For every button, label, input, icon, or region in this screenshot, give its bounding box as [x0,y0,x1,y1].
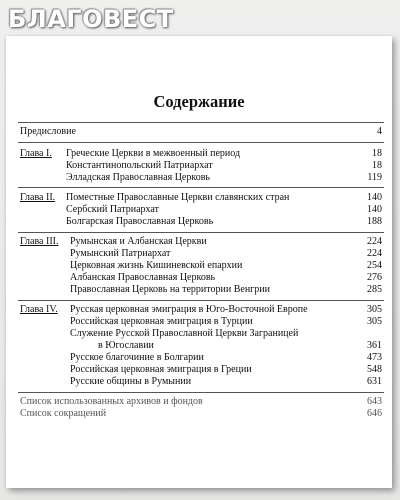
toc-entry-page: 140 [367,204,382,215]
toc-entry [20,408,382,419]
toc-entry-page: 224 [367,236,382,247]
toc-entry [20,204,382,215]
toc-entry-page: 188 [367,216,382,227]
toc-entry [20,284,382,295]
toc-entry-title: Служение Русской Православной Церкви Заграницей [70,328,299,339]
toc-entry [20,172,382,183]
divider [18,300,384,301]
toc-entry-page: 646 [367,408,382,419]
toc-entry-page: 4 [377,126,382,137]
toc-entry [20,216,382,227]
toc-entry-title: Российская церковная эмиграция в Турции [70,316,253,327]
toc-entry-page: 18 [372,148,382,159]
toc-entry [20,148,382,159]
toc-entry [20,304,382,315]
toc-entry [20,272,382,283]
toc-entry [20,376,382,387]
toc-entry-page: 18 [372,160,382,171]
toc-entry-title: Румынский Патриархат [70,248,171,259]
toc-entry [20,192,382,203]
toc-entry-title: Румынская и Албанская Церкви [70,236,207,247]
toc-entry [20,352,382,363]
toc-entry-title: Греческие Церкви в межвоенный период [66,148,241,159]
toc-entry-title: в Югославии [98,340,154,351]
toc-entry-title: Поместные Православные Церкви славянских стран [66,192,290,203]
toc-entry [20,248,382,259]
toc-entry-title: Предисловие [20,126,76,137]
toc-entry [20,160,382,171]
toc-entry [20,236,382,247]
toc-chapter-label: Глава II. [20,192,56,203]
toc-entry-title: Русское благочиние в Болгарии [70,352,204,363]
page-title: Содержание [153,92,245,111]
toc-entry-title: Российская церковная эмиграция в Греции [70,364,252,375]
toc-entry-page: 119 [367,172,382,183]
toc-entry-page: 254 [367,260,382,271]
toc-entry-page: 631 [367,376,382,387]
toc-entry-page: 361 [367,340,382,351]
toc-entry [20,340,382,351]
toc-entry [20,316,382,327]
toc-entry-title: Болгарская Православная Церковь [66,216,214,227]
toc-entry-title: Элладская Православная Церковь [66,172,210,183]
toc-chapter-label: Глава III. [20,236,59,247]
toc-entry-title: Церковная жизнь Кишиневской епархии [70,260,243,271]
toc-entry-page: 305 [367,316,382,327]
toc-entry-page: 140 [367,192,382,203]
book-page [6,36,392,488]
divider [18,142,384,143]
toc-entry-title: Албанская Православная Церковь [70,272,216,283]
toc-chapter-label: Глава IV. [20,304,58,315]
divider [18,187,384,188]
toc-entry [20,396,382,407]
toc-entry [20,364,382,375]
toc-entry [20,260,382,271]
toc-entry-title: Список использованных архивов и фондов [20,396,203,407]
toc-entry [20,328,382,339]
toc-entry-page: 285 [367,284,382,295]
toc-entry-title: Константинопольский Патриархат [66,160,213,171]
toc-chapter-label: Глава I. [20,148,52,159]
divider [18,122,384,123]
toc-entry-page: 548 [367,364,382,375]
toc-entry-title: Сербский Патриархат [66,204,159,215]
toc-entry-title: Русские общины в Румынии [70,376,192,387]
toc-entry-page: 473 [367,352,382,363]
toc-entry-title: Русская церковная эмиграция в Юго-Восточной Европе [70,304,308,315]
toc-entry-page: 305 [367,304,382,315]
toc-entry-page: 643 [367,396,382,407]
toc-entry-page: 224 [367,248,382,259]
toc-entry-title: Православная Церковь на территории Венгрии [70,284,270,295]
divider [18,392,384,393]
toc-entry-title: Список сокращений [20,408,107,419]
toc-entry-page: 276 [367,272,382,283]
watermark-logo: БЛАГОВЕСТ [8,5,174,33]
toc-entry [20,126,382,137]
divider [18,232,384,233]
